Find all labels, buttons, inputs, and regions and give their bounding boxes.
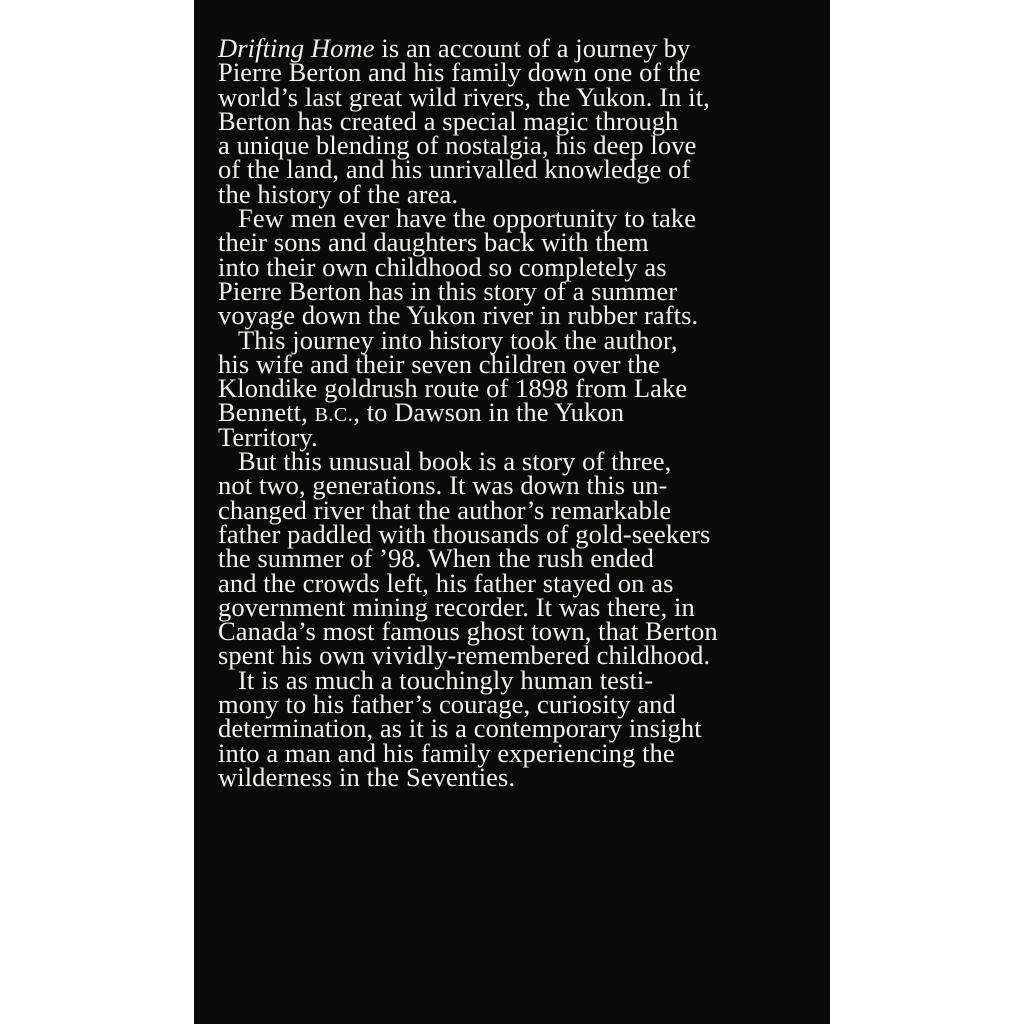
blurb-line: mony to his father’s courage, curiosity and — [218, 689, 676, 720]
blurb-line: world’s last great wild rivers, the Yukon. In it, — [218, 81, 710, 112]
blurb-line: This journey into history took the author, — [238, 324, 678, 355]
blurb-line: changed river that the author’s remarkable — [218, 494, 672, 525]
blurb-line: father paddled with thousands of gold-seekers — [218, 518, 711, 549]
blurb-line: determination, as it is a contemporary insight — [218, 713, 702, 744]
blurb-line-text: Bennett, — [218, 397, 315, 428]
blurb-line: the history of the area. — [218, 178, 459, 209]
blurb-line: Pierre Berton and his family down one of the — [218, 57, 701, 88]
blurb-line: government mining recorder. It was there, in — [218, 591, 695, 622]
blurb-line: into a man and his family experiencing the — [218, 737, 675, 768]
blurb-line: his wife and their seven children over the — [218, 348, 661, 379]
province-abbreviation: B.C. — [314, 404, 354, 427]
blurb-line: Klondike goldrush route of 1898 from Lake — [218, 373, 688, 404]
blurb-line-text: , to Dawson in the Yukon — [353, 397, 625, 428]
blurb-line: voyage down the Yukon river in rubber rafts. — [218, 300, 699, 331]
blurb-line: spent his own vividly-remembered childhood. — [218, 640, 711, 671]
blurb-line: Pierre Berton has in this story of a summer — [218, 275, 678, 306]
blurb-line: not two, generations. It was down this un- — [218, 470, 668, 501]
book-title: Drifting Home — [218, 33, 375, 63]
blurb-line: into their own childhood so completely as — [218, 251, 667, 282]
blurb-line: Few men ever have the opportunity to take — [238, 203, 697, 234]
blurb-line: Territory. — [218, 421, 318, 452]
blurb-line: a unique blending of nostalgia, his deep love — [218, 130, 697, 161]
blurb-line: and the crowds left, his father stayed on as — [218, 567, 674, 598]
blurb-line: Berton has created a special magic through — [218, 105, 679, 136]
blurb-line: Canada’s most famous ghost town, that Berton — [218, 616, 718, 647]
blurb-line: of the land, and his unrivalled knowledge of — [218, 154, 691, 185]
book-back-cover — [194, 0, 830, 1024]
blurb-line: But this unusual book is a story of three, — [238, 446, 672, 477]
blurb-line-text: is an account of a journey by — [374, 33, 691, 63]
blurb-line: their sons and daughters back with them — [218, 227, 649, 258]
blurb-line: the summer of ’98. When the rush ended — [218, 543, 655, 574]
blurb-line: It is as much a touchingly human testi- — [238, 664, 654, 695]
blurb-text — [218, 33, 830, 792]
blurb-line: wilderness in the Seventies. — [218, 761, 516, 792]
